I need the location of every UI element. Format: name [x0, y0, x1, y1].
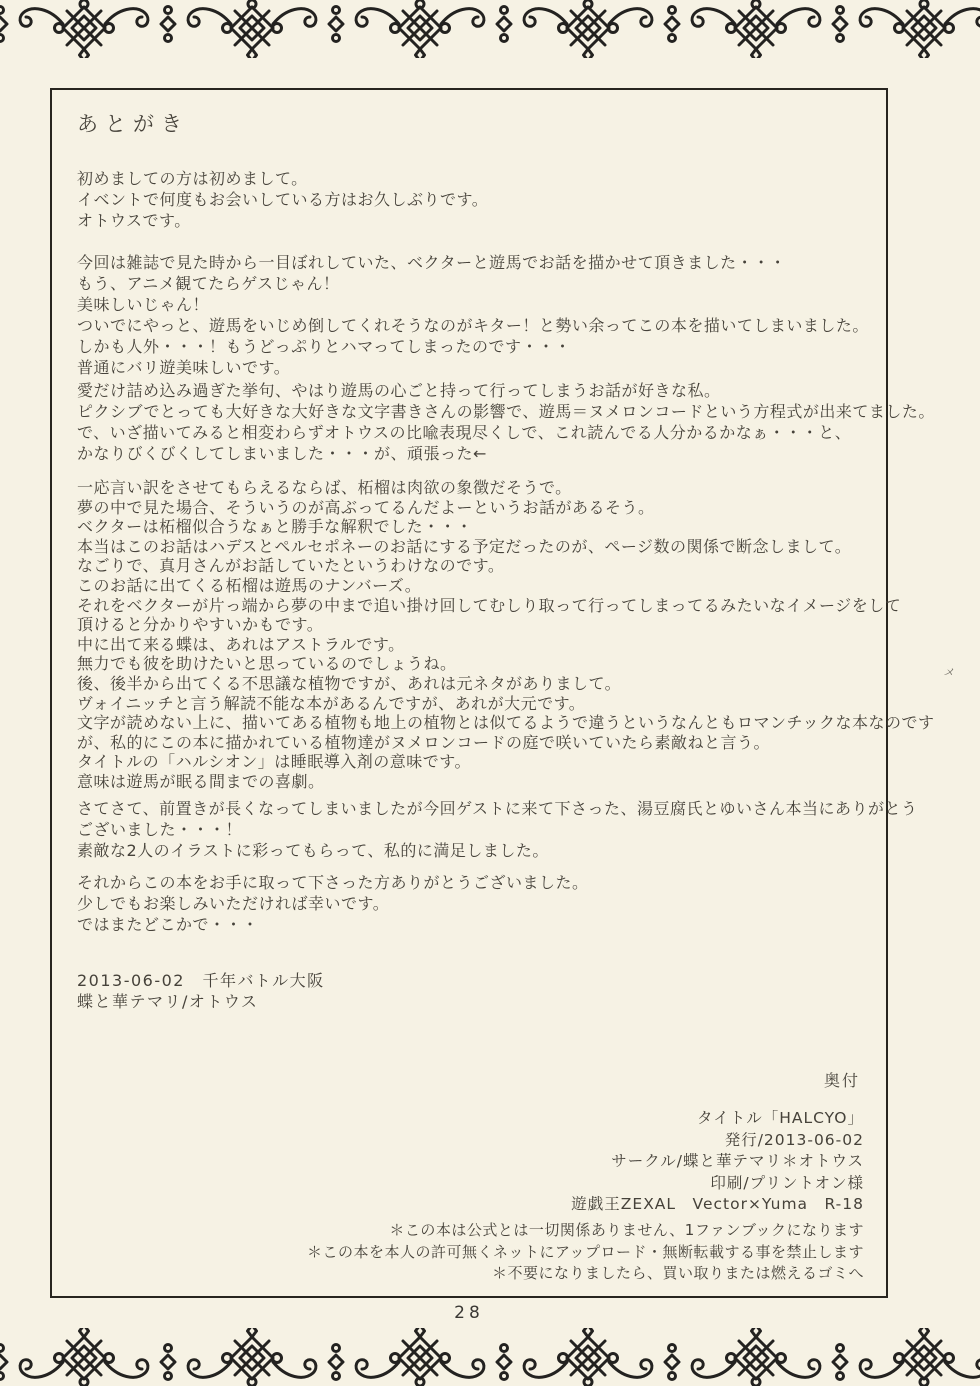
- afterword-line: タイトルの「ハルシオン」は睡眠導入剤の意味です。: [77, 752, 472, 772]
- ornament-border-top: [0, 0, 980, 58]
- disclaimer-line: ＊この本は公式とは一切関係ありません、1ファンブックになります: [389, 1221, 864, 1239]
- ornament-border-bottom: [0, 1328, 980, 1386]
- afterword-paragraph: [77, 478, 935, 792]
- afterword-line: ピクシブでとっても大好きな大好きな文字書きさんの影響で、遊馬＝ヌメロンコードという方程式が出来てました。: [77, 402, 935, 421]
- afterword-line: ついでにやっと、遊馬をいじめ倒してくれそうなのがキター！と勢い余ってこの本を描いてしまいました。: [77, 316, 869, 335]
- colophon-entry: タイトル「HALCYO」: [697, 1109, 864, 1127]
- afterword-line: で、いざ描いてみると相変わらずオトウスの比喩表現尽くしで、これ読んでる人分かるかなぁ・・・と、: [77, 423, 852, 442]
- afterword-paragraph: [77, 168, 878, 231]
- colophon-entry: 発行/2013-06-02: [724, 1130, 864, 1149]
- afterword-line: 初めましての方は初めまして。: [77, 169, 308, 188]
- disclaimer-line: ＊この本を本人の許可無くネットにアップロード・無断転載する事を禁止します: [307, 1242, 864, 1261]
- colophon-entry: 印刷/プリントオン様: [710, 1173, 864, 1192]
- afterword-title: あとがき: [77, 112, 189, 136]
- afterword-line: 意味は遊馬が眠る間までの喜劇。: [77, 771, 325, 791]
- afterword-line: かなりびくびくしてしまいました・・・が、頑張った←: [77, 444, 487, 463]
- afterword-line: 愛だけ詰め込み過ぎた挙句、やはり遊馬の心ごと持って行ってしまうお話が好きな私。: [77, 381, 721, 400]
- afterword-line: 少しでもお楽しみいただければ幸いです。: [77, 894, 390, 913]
- signoff: [77, 970, 878, 1012]
- colophon-heading: 奥付: [823, 1071, 860, 1090]
- afterword-line: イベントで何度もお会いしている方はお久しぶりです。: [77, 190, 489, 209]
- page-number: 28: [454, 1303, 484, 1323]
- afterword-paragraph: [77, 380, 935, 464]
- afterword-line: 本当はこのお話はハデスとペルセポネーのお話にする予定だったのが、ページ数の関係で断念しまして。: [77, 536, 852, 556]
- afterword-line: ではまたどこかで・・・: [77, 915, 259, 934]
- afterword-line: それからこの本をお手に取って下さった方ありがとうございました。: [77, 873, 589, 892]
- afterword-line: 美味しいじゃん！: [77, 295, 210, 314]
- afterword-line: 今回は雑誌で見た時から一目ぼれしていた、ベクターと遊馬でお話を描かせて頂きました・・・: [77, 253, 787, 272]
- afterword-line: 文字が読めない上に、描いてある植物も地上の植物とは似てるようで違うというなんともロマンチックな本なのです: [77, 713, 935, 733]
- afterword-paragraph: [77, 798, 918, 861]
- afterword-line: 後、後半から出てくる不思議な植物ですが、あれは元ネタがありまして。: [77, 673, 622, 693]
- afterword-line: が、私的にこの本に描かれている植物達がヌメロンコードの庭で咲いていたら素敵ねと言う。: [77, 732, 771, 752]
- afterword-line: もう、アニメ観てたらゲスじゃん！: [77, 274, 340, 293]
- colophon-entry: 遊戯王ZEXAL Vector×Yuma R-18: [571, 1195, 864, 1213]
- afterword-line: ございました・・・！: [77, 820, 243, 839]
- afterword-line: なごりで、真月さんがお話していたというわけなのです。: [77, 556, 505, 576]
- afterword-line: 中に出て来る蝶は、あれはアストラルです。: [77, 634, 405, 654]
- afterword-box: [50, 88, 935, 1298]
- stray-mark: メ: [942, 664, 957, 681]
- afterword-line: 無力でも彼を助けたいと思っているのでしょうね。: [77, 654, 457, 674]
- disclaimer-list: [307, 1220, 864, 1285]
- afterword-line: このお話に出てくる柘榴は遊馬のナンバーズ。: [77, 575, 422, 595]
- afterword-line: ヴォイニッチと言う解読不能な本があるんですが、あれが大元です。: [77, 693, 586, 713]
- disclaimer-line: ＊不要になりましたら、買い取りまたは燃えるゴミへ: [491, 1264, 864, 1282]
- colophon-entry: サークル/蝶と華テマリ＊オトウス: [611, 1152, 864, 1170]
- afterword-line: それをベクターが片っ端から夢の中まで追い掛け回してむしり取って行ってしまってるみたいなイメージをして: [77, 595, 902, 615]
- signoff-line: 蝶と華テマリ/オトウス: [77, 992, 259, 1011]
- afterword-line: 頂けると分かりやすいかもです。: [77, 615, 324, 635]
- afterword-line: オトウスです。: [77, 211, 191, 230]
- colophon-entries: [571, 1108, 864, 1216]
- afterword-line: 一応言い訳をさせてもらえるならば、柘榴は肉欲の象徴だそうで。: [77, 478, 572, 497]
- afterword-line: 夢の中で見た場合、そういうのが高ぶってるんだよーというお話があるそう。: [77, 497, 655, 517]
- afterword-line: しかも人外・・・！もうどっぷりとハマってしまったのです・・・: [77, 337, 572, 356]
- afterword-line: 素敵な2人のイラストに彩ってもらって、私的に満足しました。: [77, 841, 549, 860]
- signoff-line: 2013-06-02 千年バトル大阪: [77, 971, 325, 990]
- afterword-paragraph: [77, 872, 878, 935]
- afterword-line: 普通にバリ遊美味しいです。: [77, 358, 291, 377]
- afterword-line: ベクターは柘榴似合うなぁと勝手な解釈でした・・・: [77, 517, 473, 537]
- afterword-paragraph: [77, 252, 878, 378]
- afterword-line: さてさて、前置きが長くなってしまいましたが今回ゲストに来て下さった、湯豆腐氏とゆいさん本当にありがとう: [77, 799, 918, 818]
